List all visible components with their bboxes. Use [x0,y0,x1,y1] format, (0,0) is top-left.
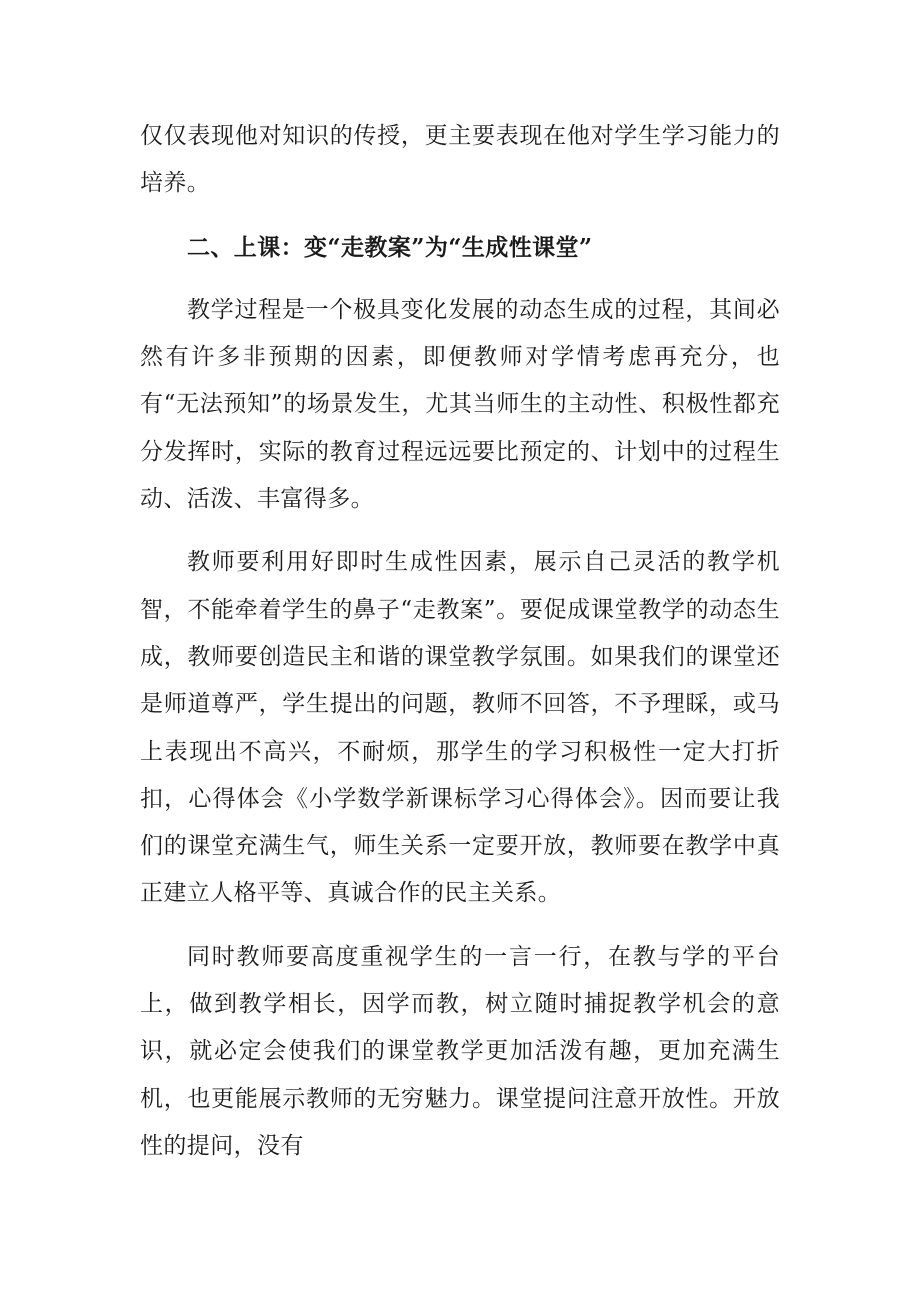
paragraph: 教学过程是一个极具变化发展的动态生成的过程，其间必然有许多非预期的因素，即便教师对学情考虑再充分，也有“无法预知”的场景发生，尤其当师生的主动性、积极性都充分发挥时，实际的教育过程远远要比预定的、计划中的过程生动、活泼、丰富得多。 [140,296,780,513]
paragraph: 教师要利用好即时生成性因素，展示自己灵活的教学机智，不能牵着学生的鼻子“走教案”。要促成课堂教学的动态生成，教师要创造民主和谐的课堂教学氛围。如果我们的课堂还是师道尊严，学生提出的问题，教师不回答，不予理睬，或马上表现出不高兴，不耐烦，那学生的学习积极性一定大打折扣，心得体会《小学数学新课标学习心得体会》。因而要让我们的课堂充满生气，师生关系一定要开放，教师要在教学中真正建立人格平等、真诚合作的民主关系。 [140,549,780,907]
document-body [140,113,780,1170]
spacer [140,208,780,224]
paragraph-continued: 仅仅表现他对知识的传授，更主要表现在他对学生学习能力的培养。 [140,123,780,197]
spacer [140,918,780,934]
section-heading: 二、上课：变“走教案”为“生成性课堂” [187,233,593,261]
spacer [140,523,780,539]
spacer [140,271,780,287]
paragraph: 同时教师要高度重视学生的一言一行，在教与学的平台上，做到教学相长，因学而教，树立随时捕捉教学机会的意识，就必定会使我们的课堂教学更加活泼有趣，更加充满生机，也更能展示教师的无穷魅力。课堂提问注意开放性。开放性的提问，没有 [140,943,780,1159]
